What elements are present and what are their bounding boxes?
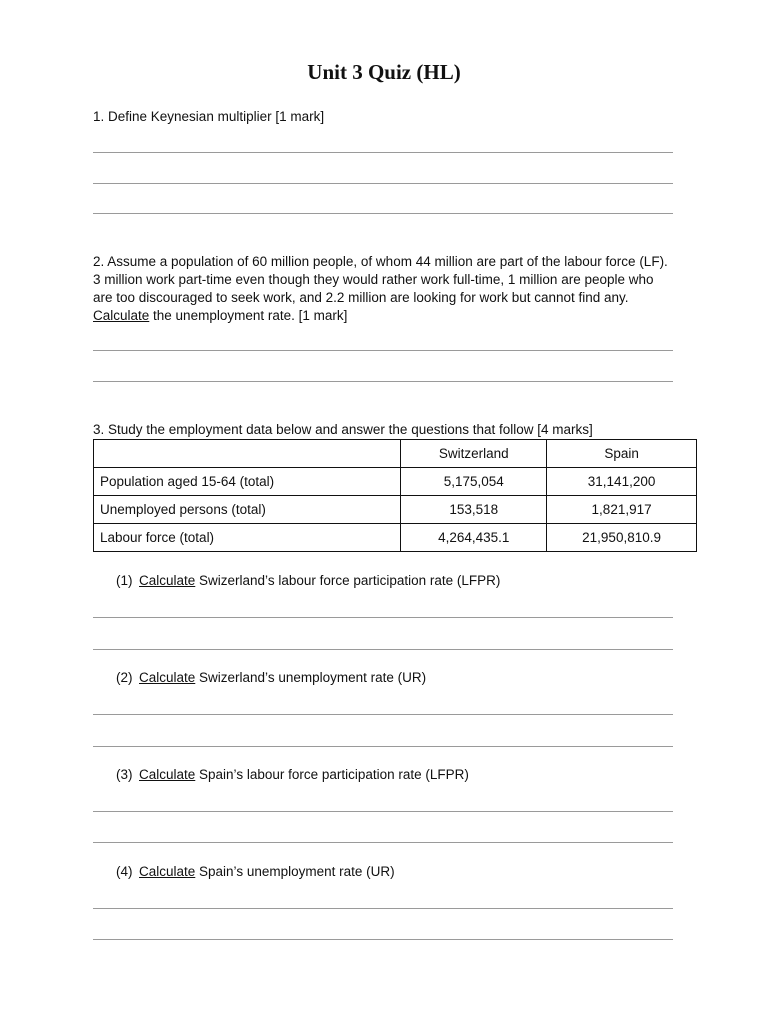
calculate-keyword: Calculate bbox=[139, 767, 196, 782]
table-row-label: Population aged 15-64 (total) bbox=[94, 468, 401, 496]
sub-question-text: Swizerland’s labour force participation rate (LFPR) bbox=[195, 573, 501, 588]
sub-question-number: (2) bbox=[116, 670, 133, 685]
sub-question-text: Spain’s unemployment rate (UR) bbox=[195, 864, 395, 879]
sub-question-number: (1) bbox=[116, 573, 133, 588]
calculate-keyword: Calculate bbox=[93, 308, 150, 323]
sub-question-text: Spain’s labour force participation rate (LFPR) bbox=[195, 767, 469, 782]
calculate-keyword: Calculate bbox=[139, 670, 196, 685]
employment-data-table bbox=[93, 439, 697, 552]
answer-line bbox=[93, 714, 673, 715]
table-cell: 1,821,917 bbox=[547, 496, 697, 524]
question-2-text-end: the unemployment rate. [1 mark] bbox=[149, 308, 348, 323]
question-2 bbox=[93, 253, 673, 325]
answer-line bbox=[93, 746, 673, 747]
sub-question-number: (4) bbox=[116, 864, 133, 879]
table-row bbox=[94, 496, 697, 524]
table-header-row bbox=[94, 440, 697, 468]
answer-line bbox=[93, 939, 673, 940]
sub-question-text: Swizerland’s unemployment rate (UR) bbox=[195, 670, 427, 685]
table-cell: 5,175,054 bbox=[401, 468, 547, 496]
table-row bbox=[94, 524, 697, 552]
answer-line bbox=[93, 811, 673, 812]
answer-line bbox=[93, 152, 673, 153]
answer-line bbox=[93, 649, 673, 650]
question-1: 1. Define Keynesian multiplier [1 mark] bbox=[93, 109, 325, 124]
table-cell: 4,264,435.1 bbox=[401, 524, 547, 552]
table-header-cell bbox=[94, 440, 401, 468]
answer-line bbox=[93, 213, 673, 214]
answer-line bbox=[93, 908, 673, 909]
answer-line bbox=[93, 350, 673, 351]
table-row-label: Unemployed persons (total) bbox=[94, 496, 401, 524]
page-title: Unit 3 Quiz (HL) bbox=[307, 60, 461, 84]
table-cell: 153,518 bbox=[401, 496, 547, 524]
answer-line bbox=[93, 381, 673, 382]
table-row bbox=[94, 468, 697, 496]
table-header-cell: Spain bbox=[547, 440, 697, 468]
table-cell: 21,950,810.9 bbox=[547, 524, 697, 552]
calculate-keyword: Calculate bbox=[139, 573, 196, 588]
sub-question-3 bbox=[116, 767, 469, 782]
question-2-text: 2. Assume a population of 60 million people, of whom 44 million are part of the labour force (LF). 3 million work part-time even though they would rather work full-time, 1 million are people who are too discouraged to seek work, and 2.2 million are looking for work but cannot find any. bbox=[93, 254, 668, 305]
answer-line bbox=[93, 842, 673, 843]
answer-line bbox=[93, 183, 673, 184]
table-header-cell: Switzerland bbox=[401, 440, 547, 468]
table-cell: 31,141,200 bbox=[547, 468, 697, 496]
calculate-keyword: Calculate bbox=[139, 864, 196, 879]
sub-question-4 bbox=[116, 864, 395, 879]
answer-line bbox=[93, 617, 673, 618]
sub-question-1 bbox=[116, 573, 500, 588]
sub-question-number: (3) bbox=[116, 767, 133, 782]
question-3: 3. Study the employment data below and answer the questions that follow [4 marks] bbox=[93, 422, 593, 437]
table-row-label: Labour force (total) bbox=[94, 524, 401, 552]
sub-question-2 bbox=[116, 670, 426, 685]
